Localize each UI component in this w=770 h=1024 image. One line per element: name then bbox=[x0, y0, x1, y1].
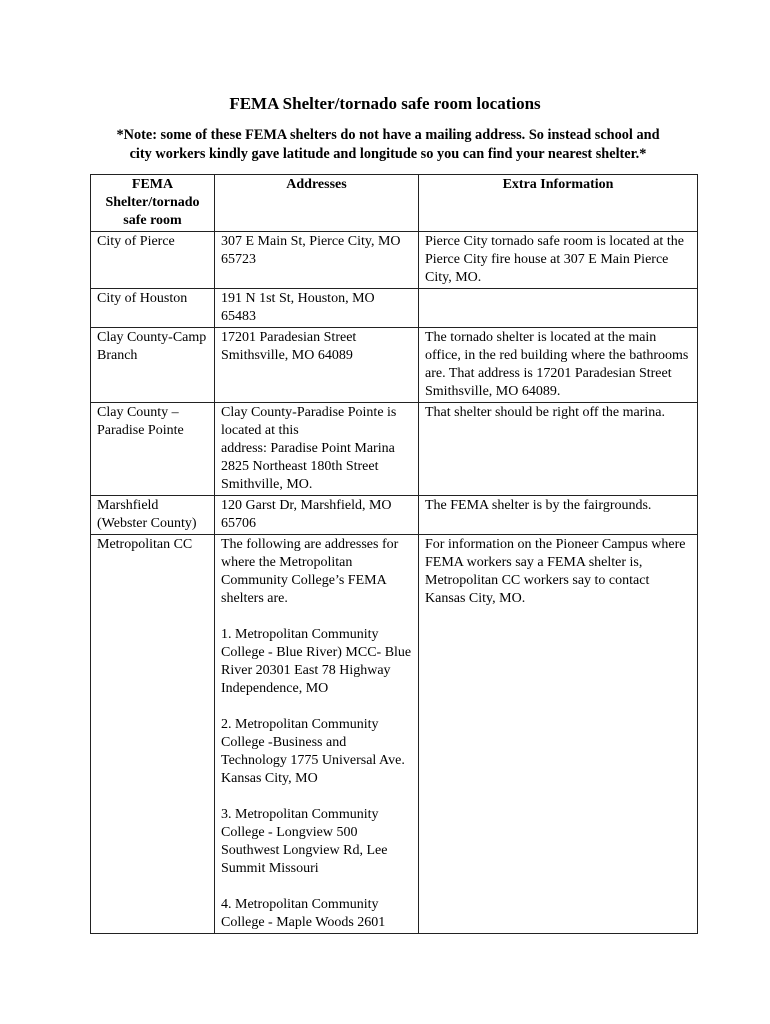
header-addresses: Addresses bbox=[215, 175, 419, 232]
shelter-info: The FEMA shelter is by the fairgrounds. bbox=[419, 496, 698, 535]
table-row bbox=[91, 289, 698, 328]
shelter-name: Clay County-Camp Branch bbox=[91, 328, 215, 403]
address-item: 3. Metropolitan Community College - Longview 500 Southwest Longview Rd, Lee Summit Missouri bbox=[221, 807, 388, 876]
shelter-name: City of Houston bbox=[91, 289, 215, 328]
shelter-info: Pierce City tornado safe room is located at the Pierce City fire house at 307 E Main Pierce City, MO. bbox=[419, 232, 698, 289]
shelter-table bbox=[90, 174, 698, 934]
shelter-name: Metropolitan CC bbox=[91, 535, 215, 934]
table-row bbox=[91, 403, 698, 496]
address-item: 2. Metropolitan Community College -Business and Technology 1775 Universal Ave. Kansas City, MO bbox=[221, 717, 405, 786]
shelter-info: That shelter should be right off the marina. bbox=[419, 403, 698, 496]
table-row bbox=[91, 535, 698, 934]
shelter-info: The tornado shelter is located at the main office, in the red building where the bathrooms are. That address is 17201 Paradesian Street Smithsville, MO 64089. bbox=[419, 328, 698, 403]
header-shelter-line-3: safe room bbox=[123, 213, 182, 228]
header-shelter-line-1: FEMA bbox=[131, 177, 174, 192]
shelter-address-line-1: Clay County-Paradise Pointe is located at this bbox=[221, 405, 397, 438]
shelter-name: Clay County – Paradise Pointe bbox=[91, 403, 215, 496]
shelter-address: 191 N 1st St, Houston, MO 65483 bbox=[215, 289, 419, 328]
shelter-address bbox=[215, 403, 419, 496]
table-row bbox=[91, 496, 698, 535]
shelter-address-line-2: address: Paradise Point Marina 2825 Northeast 180th Street Smithville, MO. bbox=[221, 441, 395, 492]
shelter-address: 17201 Paradesian Street Smithsville, MO 64089 bbox=[215, 328, 419, 403]
page-title: FEMA Shelter/tornado safe room locations bbox=[229, 94, 541, 113]
note-line-2: city workers kindly gave latitude and longitude so you can find your nearest shelter.* bbox=[129, 146, 647, 162]
note-paragraph bbox=[90, 126, 686, 164]
table-row bbox=[91, 232, 698, 289]
table-row bbox=[91, 328, 698, 403]
note-line-1: *Note: some of these FEMA shelters do not have a mailing address. So instead school and bbox=[116, 127, 660, 143]
address-intro: The following are addresses for where the Metropolitan Community College’s FEMA shelters are. bbox=[221, 537, 399, 606]
header-extra-information: Extra Information bbox=[419, 175, 698, 232]
shelter-address bbox=[215, 535, 419, 934]
address-item: 4. Metropolitan Community College - Maple Woods 2601 bbox=[221, 897, 386, 930]
address-item: 1. Metropolitan Community College - Blue River) MCC- Blue River 20301 East 78 Highway Independence, MO bbox=[221, 627, 412, 696]
shelter-info bbox=[419, 289, 698, 328]
shelter-info: For information on the Pioneer Campus where FEMA workers say a FEMA shelter is, Metropolitan CC workers say to contact Kansas City, MO. bbox=[419, 535, 698, 934]
header-shelter-line-2: Shelter/tornado bbox=[105, 195, 200, 210]
shelter-address: 307 E Main St, Pierce City, MO 65723 bbox=[215, 232, 419, 289]
shelter-name: City of Pierce bbox=[91, 232, 215, 289]
table-header-row bbox=[91, 175, 698, 232]
header-shelter bbox=[91, 175, 215, 232]
shelter-address: 120 Garst Dr, Marshfield, MO 65706 bbox=[215, 496, 419, 535]
shelter-name: Marshfield (Webster County) bbox=[91, 496, 215, 535]
